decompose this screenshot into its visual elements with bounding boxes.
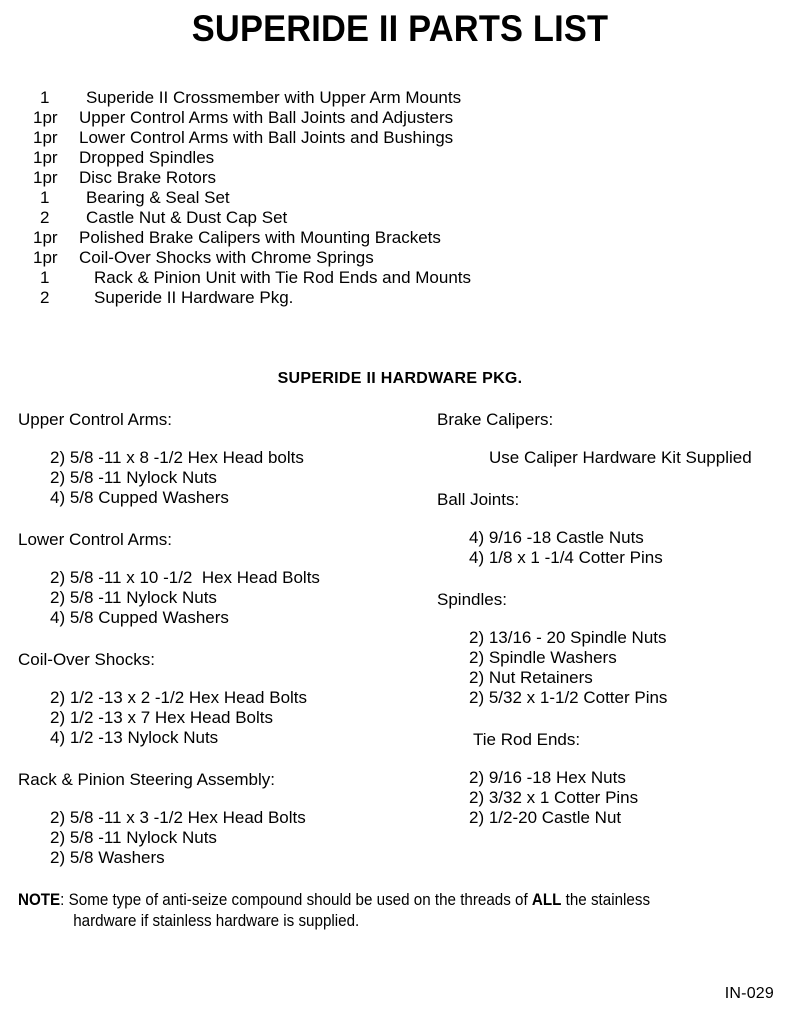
hardware-item: 2) 3/32 x 1 Cotter Pins bbox=[469, 788, 639, 807]
note-colon: : bbox=[60, 891, 65, 909]
hardware-group-title: Lower Control Arms: bbox=[18, 530, 172, 549]
hardware-item: 2) 1/2 -13 x 7 Hex Head Bolts bbox=[50, 708, 274, 727]
part-quantity: 2 bbox=[40, 288, 50, 307]
hardware-item: 2) 5/8 -11 Nylock Nuts bbox=[50, 468, 217, 487]
parts-list-row bbox=[0, 188, 800, 208]
part-description: Upper Control Arms with Ball Joints and Adjusters bbox=[79, 108, 454, 127]
hardware-group-title: Upper Control Arms: bbox=[18, 410, 172, 429]
hardware-item: 2) 9/16 -18 Hex Nuts bbox=[469, 768, 626, 787]
hardware-group-items bbox=[18, 688, 418, 748]
note-label: NOTE bbox=[18, 891, 61, 909]
parts-list-row bbox=[0, 248, 800, 268]
part-description: Bearing & Seal Set bbox=[86, 188, 230, 207]
hardware-item: 2) Spindle Washers bbox=[469, 648, 617, 667]
hardware-item: Use Caliper Hardware Kit Supplied bbox=[489, 448, 752, 467]
group-spacer bbox=[18, 508, 418, 530]
hardware-group-title: Brake Calipers: bbox=[437, 410, 554, 429]
part-quantity: 1pr bbox=[33, 148, 58, 167]
part-quantity: 1pr bbox=[33, 108, 58, 127]
part-description: Lower Control Arms with Ball Joints and Bushings bbox=[79, 128, 454, 147]
hardware-group-title: Coil-Over Shocks: bbox=[18, 650, 155, 669]
note-body bbox=[69, 891, 650, 909]
part-quantity: 1pr bbox=[33, 228, 58, 247]
group-spacer bbox=[18, 628, 418, 650]
parts-list-row bbox=[0, 128, 800, 148]
hardware-item: 2) 5/32 x 1-1/2 Cotter Pins bbox=[469, 688, 668, 707]
hardware-package-heading: SUPERIDE II HARDWARE PKG. bbox=[277, 370, 523, 387]
hardware-group bbox=[18, 650, 418, 770]
hardware-group bbox=[437, 410, 797, 490]
hardware-item: 2) 1/2-20 Castle Nut bbox=[469, 808, 622, 827]
hardware-group bbox=[18, 530, 418, 650]
hardware-group bbox=[18, 410, 418, 530]
hardware-item: 2) 5/8 -11 x 10 -1/2 Hex Head Bolts bbox=[50, 568, 320, 587]
hardware-item: 2) 1/2 -13 x 2 -1/2 Hex Head Bolts bbox=[50, 688, 308, 707]
parts-list-row bbox=[0, 208, 800, 228]
group-spacer bbox=[437, 828, 797, 850]
part-description: Disc Brake Rotors bbox=[79, 168, 216, 187]
hardware-group-items bbox=[18, 448, 418, 508]
hardware-group-items bbox=[437, 448, 797, 468]
hardware-group-items bbox=[18, 808, 418, 868]
parts-list-row bbox=[0, 268, 800, 288]
part-quantity: 1pr bbox=[33, 248, 58, 267]
hardware-item: 4) 5/8 Cupped Washers bbox=[50, 608, 229, 627]
hardware-group-items bbox=[437, 528, 797, 568]
parts-list-row bbox=[0, 228, 800, 248]
hardware-group-title: Rack & Pinion Steering Assembly: bbox=[18, 770, 276, 789]
part-description: Superide II Hardware Pkg. bbox=[94, 288, 294, 307]
hardware-group bbox=[437, 490, 797, 590]
parts-list-row bbox=[0, 288, 800, 308]
hardware-group-title: Ball Joints: bbox=[437, 490, 520, 509]
note-text-before: Some type of anti-seize compound should be used on the threads of bbox=[68, 891, 532, 909]
hardware-group bbox=[437, 730, 797, 850]
part-description: Castle Nut & Dust Cap Set bbox=[86, 208, 288, 227]
part-quantity: 1pr bbox=[33, 128, 58, 147]
note-block bbox=[18, 890, 717, 932]
hardware-group-items bbox=[437, 768, 797, 828]
part-quantity: 1 bbox=[40, 268, 50, 287]
hardware-group-title: Tie Rod Ends: bbox=[473, 730, 581, 749]
part-description: Coil-Over Shocks with Chrome Springs bbox=[79, 248, 374, 267]
hardware-group-title: Spindles: bbox=[437, 590, 507, 609]
hardware-group-items bbox=[18, 568, 418, 628]
part-description: Dropped Spindles bbox=[79, 148, 215, 167]
parts-list-row bbox=[0, 108, 800, 128]
hardware-item: 2) Nut Retainers bbox=[469, 668, 593, 687]
group-spacer bbox=[437, 568, 797, 590]
hardware-left-column bbox=[18, 410, 418, 890]
hardware-item: 2) 5/8 -11 x 3 -1/2 Hex Head Bolts bbox=[50, 808, 306, 827]
parts-list-table bbox=[0, 88, 800, 308]
group-spacer bbox=[18, 868, 418, 890]
part-description: Polished Brake Calipers with Mounting Brackets bbox=[79, 228, 441, 247]
part-quantity: 2 bbox=[40, 208, 50, 227]
hardware-group bbox=[437, 590, 797, 730]
hardware-item: 2) 13/16 - 20 Spindle Nuts bbox=[469, 628, 667, 647]
group-spacer bbox=[437, 708, 797, 730]
part-quantity: 1 bbox=[40, 188, 50, 207]
hardware-item: 2) 5/8 -11 Nylock Nuts bbox=[50, 588, 217, 607]
hardware-item: 2) 5/8 -11 Nylock Nuts bbox=[50, 828, 217, 847]
hardware-item: 4) 1/8 x 1 -1/4 Cotter Pins bbox=[469, 548, 663, 567]
note-emphasis: ALL bbox=[531, 891, 562, 909]
note-second-line: hardware if stainless hardware is supplied. bbox=[73, 912, 360, 930]
parts-list-row bbox=[0, 148, 800, 168]
hardware-item: 4) 1/2 -13 Nylock Nuts bbox=[50, 728, 219, 747]
page-title: SUPERIDE II PARTS LIST bbox=[191, 8, 609, 49]
parts-list-row bbox=[0, 88, 800, 108]
part-description: Superide II Crossmember with Upper Arm Mounts bbox=[86, 88, 462, 107]
parts-list-row bbox=[0, 168, 800, 188]
document-code: IN-029 bbox=[724, 985, 774, 1002]
hardware-group bbox=[18, 770, 418, 890]
part-description: Rack & Pinion Unit with Tie Rod Ends and Mounts bbox=[94, 268, 472, 287]
hardware-right-column bbox=[437, 410, 797, 850]
part-quantity: 1 bbox=[40, 88, 50, 107]
group-spacer bbox=[18, 748, 418, 770]
note-text-after: the stainless bbox=[561, 891, 651, 909]
group-spacer bbox=[437, 468, 797, 490]
hardware-group-items bbox=[437, 628, 797, 708]
hardware-item: 2) 5/8 Washers bbox=[50, 848, 165, 867]
hardware-item: 4) 5/8 Cupped Washers bbox=[50, 488, 229, 507]
hardware-item: 2) 5/8 -11 x 8 -1/2 Hex Head bolts bbox=[50, 448, 304, 467]
part-quantity: 1pr bbox=[33, 168, 58, 187]
hardware-item: 4) 9/16 -18 Castle Nuts bbox=[469, 528, 644, 547]
hardware-columns bbox=[0, 410, 800, 870]
